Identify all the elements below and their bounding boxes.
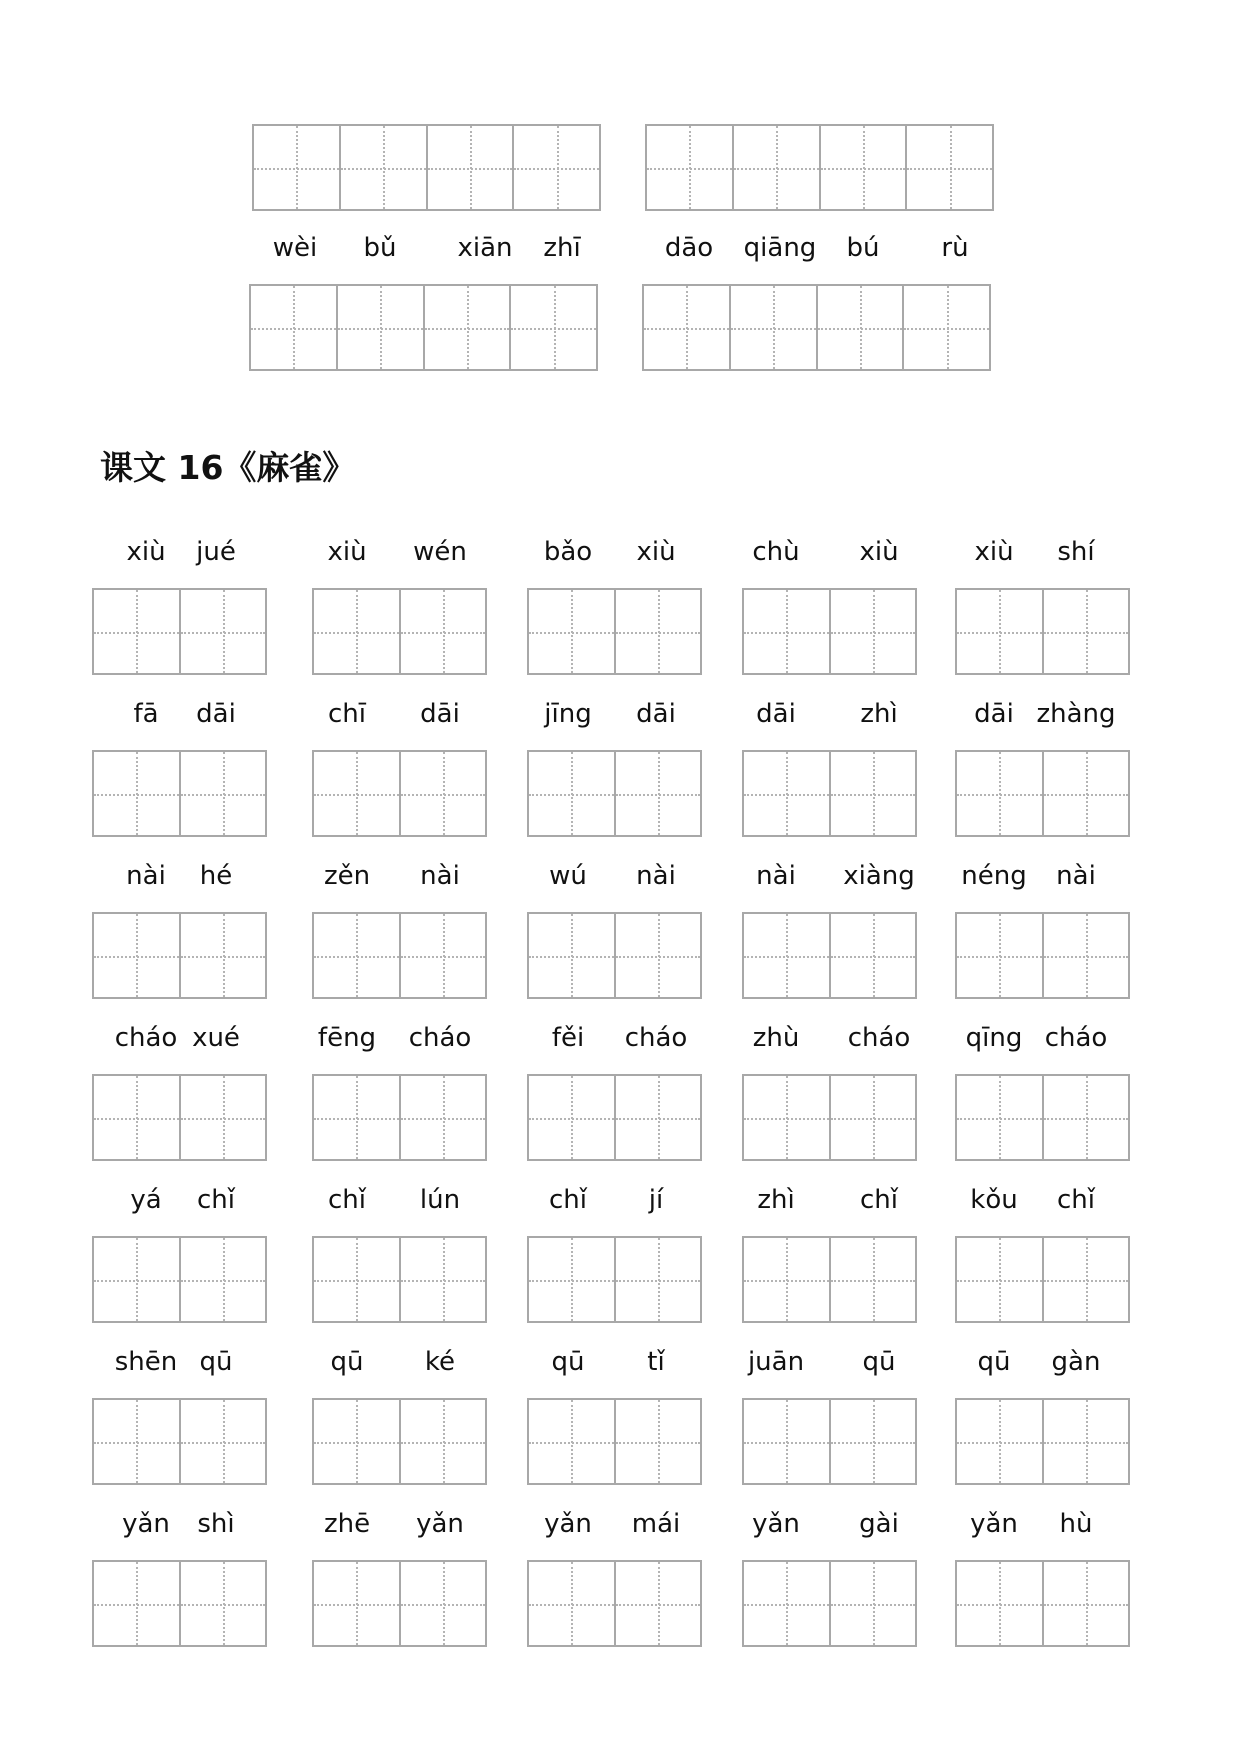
pinyin-syllable: xiù (859, 537, 899, 567)
grid-cell[interactable] (399, 1076, 486, 1159)
pinyin-syllable: yá (130, 1185, 162, 1215)
pinyin-syllable: xiù (636, 537, 676, 567)
pinyin-syllable: nài (636, 861, 676, 891)
grid-cell[interactable] (94, 590, 179, 673)
grid-cell[interactable] (399, 914, 486, 997)
grid-cell[interactable] (614, 914, 701, 997)
pinyin-syllable: nài (1056, 861, 1096, 891)
grid-cell[interactable] (423, 286, 510, 369)
grid-cell[interactable] (744, 752, 829, 835)
pinyin-syllable: fā (133, 699, 159, 729)
writing-grid[interactable] (955, 1398, 1130, 1485)
pinyin-syllable: shēn (114, 1347, 178, 1377)
pinyin-syllable: nài (126, 861, 166, 891)
grid-cell[interactable] (179, 1400, 266, 1483)
grid-cell[interactable] (905, 126, 992, 209)
pinyin-syllable: cháo (1044, 1023, 1108, 1053)
pinyin-syllable: chī (328, 699, 366, 729)
writing-grid[interactable] (645, 124, 994, 211)
writing-grid[interactable] (92, 1074, 267, 1161)
pinyin-syllable: nài (420, 861, 460, 891)
pinyin-syllable: shí (1057, 537, 1095, 567)
writing-grid[interactable] (312, 1236, 487, 1323)
pinyin-syllable: dāo (664, 233, 714, 263)
grid-cell[interactable] (744, 590, 829, 673)
pinyin-syllable: shì (197, 1509, 235, 1539)
writing-grid[interactable] (742, 750, 917, 837)
pinyin-syllable: hé (199, 861, 233, 891)
grid-cell[interactable] (179, 752, 266, 835)
writing-grid[interactable] (742, 1560, 917, 1647)
grid-cell[interactable] (529, 914, 614, 997)
grid-cell[interactable] (614, 1400, 701, 1483)
grid-cell[interactable] (254, 126, 339, 209)
writing-grid[interactable] (92, 750, 267, 837)
pinyin-syllable: chǐ (860, 1185, 898, 1215)
pinyin-syllable: juān (747, 1347, 805, 1377)
grid-cell[interactable] (957, 1238, 1042, 1321)
pinyin-syllable: zhàng (1036, 699, 1116, 729)
grid-cell[interactable] (399, 1238, 486, 1321)
grid-cell[interactable] (399, 752, 486, 835)
pinyin-syllable: xiù (126, 537, 166, 567)
writing-grid[interactable] (955, 912, 1130, 999)
pinyin-syllable: xiàng (843, 861, 915, 891)
grid-cell[interactable] (314, 1400, 399, 1483)
writing-grid[interactable] (312, 750, 487, 837)
grid-cell[interactable] (426, 126, 513, 209)
writing-grid[interactable] (742, 1398, 917, 1485)
grid-cell[interactable] (529, 752, 614, 835)
writing-grid[interactable] (642, 284, 991, 371)
writing-grid[interactable] (312, 1398, 487, 1485)
grid-cell[interactable] (314, 1238, 399, 1321)
writing-grid[interactable] (955, 1074, 1130, 1161)
pinyin-syllable: yǎn (544, 1509, 592, 1539)
writing-grid[interactable] (527, 1074, 702, 1161)
grid-cell[interactable] (529, 1238, 614, 1321)
pinyin-syllable: jí (648, 1185, 664, 1215)
grid-cell[interactable] (529, 1562, 614, 1645)
pinyin-syllable: mái (631, 1509, 681, 1539)
grid-cell[interactable] (1042, 1238, 1129, 1321)
grid-cell[interactable] (829, 1562, 916, 1645)
grid-cell[interactable] (529, 1076, 614, 1159)
grid-cell[interactable] (729, 286, 816, 369)
pinyin-syllable: jué (196, 537, 236, 567)
grid-cell[interactable] (399, 1562, 486, 1645)
pinyin-syllable: chǐ (549, 1185, 587, 1215)
grid-cell[interactable] (179, 590, 266, 673)
writing-grid[interactable] (527, 750, 702, 837)
grid-cell[interactable] (314, 590, 399, 673)
pinyin-syllable: xiān (457, 233, 513, 263)
grid-cell[interactable] (179, 1562, 266, 1645)
pinyin-syllable: xué (192, 1023, 240, 1053)
pinyin-syllable: ké (424, 1347, 456, 1377)
pinyin-syllable: wèi (272, 233, 318, 263)
grid-cell[interactable] (94, 914, 179, 997)
grid-cell[interactable] (614, 1562, 701, 1645)
pinyin-syllable: qū (551, 1347, 585, 1377)
writing-grid[interactable] (249, 284, 598, 371)
grid-cell[interactable] (829, 752, 916, 835)
grid-cell[interactable] (829, 914, 916, 997)
grid-cell[interactable] (744, 914, 829, 997)
writing-grid[interactable] (312, 912, 487, 999)
grid-cell[interactable] (251, 286, 336, 369)
grid-cell[interactable] (314, 1076, 399, 1159)
pinyin-syllable: dāi (756, 699, 796, 729)
writing-grid[interactable] (92, 1560, 267, 1647)
grid-cell[interactable] (644, 286, 729, 369)
pinyin-syllable: yǎn (122, 1509, 170, 1539)
pinyin-syllable: chù (752, 537, 800, 567)
pinyin-syllable: qū (199, 1347, 233, 1377)
pinyin-syllable: cháo (847, 1023, 911, 1053)
grid-cell[interactable] (1042, 752, 1129, 835)
pinyin-syllable: hù (1059, 1509, 1093, 1539)
pinyin-syllable: chǐ (197, 1185, 235, 1215)
grid-cell[interactable] (179, 1076, 266, 1159)
pinyin-syllable: qīng (965, 1023, 1023, 1053)
pinyin-syllable: zhì (860, 699, 898, 729)
writing-grid[interactable] (527, 588, 702, 675)
pinyin-syllable: bú (846, 233, 880, 263)
writing-grid[interactable] (742, 1074, 917, 1161)
writing-grid[interactable] (312, 588, 487, 675)
grid-cell[interactable] (399, 590, 486, 673)
pinyin-syllable: chǐ (328, 1185, 366, 1215)
grid-cell[interactable] (314, 914, 399, 997)
pinyin-syllable: yǎn (416, 1509, 464, 1539)
grid-cell[interactable] (94, 1562, 179, 1645)
writing-grid[interactable] (742, 1236, 917, 1323)
writing-grid[interactable] (955, 1560, 1130, 1647)
pinyin-syllable: jīng (544, 699, 592, 729)
grid-cell[interactable] (744, 1562, 829, 1645)
writing-grid[interactable] (742, 588, 917, 675)
pinyin-syllable: wén (413, 537, 467, 567)
writing-grid[interactable] (527, 912, 702, 999)
lesson-title: 课文 16《麻雀》 (100, 448, 356, 487)
grid-cell[interactable] (614, 590, 701, 673)
writing-grid[interactable] (527, 1236, 702, 1323)
writing-grid[interactable] (955, 1236, 1130, 1323)
pinyin-syllable: bǔ (363, 233, 397, 263)
pinyin-syllable: zěn (323, 861, 371, 891)
pinyin-syllable: wú (549, 861, 587, 891)
grid-cell[interactable] (529, 1400, 614, 1483)
grid-cell[interactable] (94, 1238, 179, 1321)
pinyin-syllable: zhē (323, 1509, 371, 1539)
pinyin-syllable: zhù (752, 1023, 800, 1053)
grid-cell[interactable] (512, 126, 599, 209)
pinyin-syllable: gài (859, 1509, 899, 1539)
grid-cell[interactable] (816, 286, 903, 369)
grid-cell[interactable] (314, 1562, 399, 1645)
pinyin-syllable: qū (977, 1347, 1011, 1377)
pinyin-syllable: cháo (624, 1023, 688, 1053)
grid-cell[interactable] (647, 126, 732, 209)
pinyin-syllable: xiù (327, 537, 367, 567)
grid-cell[interactable] (399, 1400, 486, 1483)
writing-grid[interactable] (92, 912, 267, 999)
grid-cell[interactable] (957, 1562, 1042, 1645)
pinyin-syllable: dāi (636, 699, 676, 729)
grid-cell[interactable] (529, 590, 614, 673)
writing-grid[interactable] (92, 1236, 267, 1323)
grid-cell[interactable] (1042, 1400, 1129, 1483)
writing-grid[interactable] (92, 588, 267, 675)
pinyin-syllable: fēng (317, 1023, 377, 1053)
grid-cell[interactable] (336, 286, 423, 369)
grid-cell[interactable] (957, 914, 1042, 997)
grid-cell[interactable] (957, 752, 1042, 835)
pinyin-syllable: zhì (757, 1185, 795, 1215)
pinyin-syllable: dāi (420, 699, 460, 729)
grid-cell[interactable] (179, 914, 266, 997)
writing-grid[interactable] (312, 1560, 487, 1647)
pinyin-syllable: nài (756, 861, 796, 891)
pinyin-syllable: yǎn (752, 1509, 800, 1539)
grid-cell[interactable] (829, 1400, 916, 1483)
pinyin-syllable: bǎo (543, 537, 593, 567)
pinyin-syllable: rù (941, 233, 969, 263)
writing-grid[interactable] (527, 1560, 702, 1647)
pinyin-syllable: cháo (114, 1023, 178, 1053)
pinyin-syllable: xiù (974, 537, 1014, 567)
pinyin-syllable: fěi (551, 1023, 585, 1053)
grid-cell[interactable] (957, 1400, 1042, 1483)
grid-cell[interactable] (744, 1238, 829, 1321)
grid-cell[interactable] (829, 1238, 916, 1321)
grid-cell[interactable] (957, 590, 1042, 673)
grid-cell[interactable] (614, 752, 701, 835)
pinyin-syllable: kǒu (970, 1185, 1018, 1215)
grid-cell[interactable] (94, 1400, 179, 1483)
grid-cell[interactable] (94, 1076, 179, 1159)
grid-cell[interactable] (829, 590, 916, 673)
pinyin-syllable: qū (862, 1347, 896, 1377)
pinyin-syllable: zhī (543, 233, 581, 263)
pinyin-syllable: qū (330, 1347, 364, 1377)
pinyin-syllable: yǎn (970, 1509, 1018, 1539)
pinyin-syllable: dāi (196, 699, 236, 729)
writing-grid[interactable] (527, 1398, 702, 1485)
grid-cell[interactable] (339, 126, 426, 209)
pinyin-syllable: chǐ (1057, 1185, 1095, 1215)
pinyin-syllable: cháo (408, 1023, 472, 1053)
grid-cell[interactable] (1042, 590, 1129, 673)
pinyin-syllable: lún (419, 1185, 461, 1215)
pinyin-syllable: néng (961, 861, 1027, 891)
writing-grid[interactable] (312, 1074, 487, 1161)
grid-cell[interactable] (902, 286, 989, 369)
grid-cell[interactable] (744, 1076, 829, 1159)
grid-cell[interactable] (1042, 914, 1129, 997)
pinyin-syllable: qiāng (743, 233, 817, 263)
writing-grid[interactable] (955, 750, 1130, 837)
grid-cell[interactable] (179, 1238, 266, 1321)
pinyin-syllable: tǐ (647, 1347, 665, 1377)
grid-cell[interactable] (819, 126, 906, 209)
grid-cell[interactable] (957, 1076, 1042, 1159)
grid-cell[interactable] (744, 1400, 829, 1483)
writing-grid[interactable] (742, 912, 917, 999)
writing-grid[interactable] (252, 124, 601, 211)
grid-cell[interactable] (1042, 1076, 1129, 1159)
grid-cell[interactable] (614, 1238, 701, 1321)
grid-cell[interactable] (509, 286, 596, 369)
grid-cell[interactable] (732, 126, 819, 209)
grid-cell[interactable] (829, 1076, 916, 1159)
grid-cell[interactable] (94, 752, 179, 835)
grid-cell[interactable] (314, 752, 399, 835)
pinyin-syllable: gàn (1051, 1347, 1101, 1377)
grid-cell[interactable] (614, 1076, 701, 1159)
pinyin-syllable: dāi (974, 699, 1014, 729)
writing-grid[interactable] (92, 1398, 267, 1485)
grid-cell[interactable] (1042, 1562, 1129, 1645)
writing-grid[interactable] (955, 588, 1130, 675)
